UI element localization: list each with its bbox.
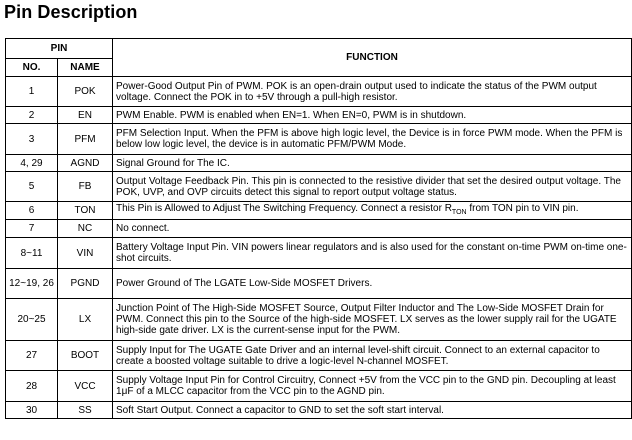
pin-number: 5 [6,172,58,202]
table-row [6,124,632,155]
pin-number: 7 [6,220,58,238]
pin-function: No connect. [113,220,632,238]
header-no: NO. [6,59,58,77]
header-name: NAME [58,59,113,77]
pin-number: 2 [6,107,58,124]
table-row [6,202,632,220]
table-row [6,107,632,124]
page-title: Pin Description [4,2,138,22]
pin-number: 30 [6,402,58,419]
pin-number: 4, 29 [6,155,58,172]
table-row [6,299,632,341]
table-row [6,172,632,202]
pin-name: POK [58,77,113,107]
header-pin-group: PIN [6,39,113,59]
table-row [6,155,632,172]
pin-function-text: This Pin is Allowed to Adjust The Switching Frequency. Connect a resistor R [116,203,452,214]
pin-function: Junction Point of The High-Side MOSFET Source, Output Filter Inductor and The Low-Side MOSFET Drain for PWM. Connect this pin to the Source of the high-side MOSFET. LX serves as the lower supply rail for the UGATE high-side gate driver. LX is the current-sense input for the PWM. [113,299,632,341]
pin-function-text: from TON pin to VIN pin. [466,203,579,214]
table-row [6,220,632,238]
pin-function: Power-Good Output Pin of PWM. POK is an open-drain output used to indicate the status of the PWM output voltage. Connect the POK in to +5V through a pull-high resistor. [113,77,632,107]
pin-name: LX [58,299,113,341]
pin-name: VIN [58,238,113,269]
table-row [6,402,632,419]
pin-description-table [5,38,632,419]
table-row [6,341,632,371]
pin-function: Power Ground of The LGATE Low-Side MOSFET Drivers. [113,269,632,299]
pin-function: Supply Input for The UGATE Gate Driver and an internal level-shift circuit. Connect to an external capacitor to create a boosted voltage suitable to drive a logic-level N-channel MOSFET. [113,341,632,371]
pin-name: VCC [58,371,113,402]
pin-name: NC [58,220,113,238]
pin-name: PFM [58,124,113,155]
pin-name: SS [58,402,113,419]
pin-number: 27 [6,341,58,371]
pin-function: PFM Selection Input. When the PFM is above high logic level, the Device is in force PWM mode. When the PFM is below low logic level, the device is in automatic PFM/PWM Mode. [113,124,632,155]
pin-number: 1 [6,77,58,107]
pin-number: 6 [6,202,58,220]
pin-name: EN [58,107,113,124]
pin-number: 28 [6,371,58,402]
pin-name: AGND [58,155,113,172]
table-row [6,371,632,402]
pin-function: Battery Voltage Input Pin. VIN powers linear regulators and is also used for the constant on-time PWM on-time one-shot circuits. [113,238,632,269]
pin-function: PWM Enable. PWM is enabled when EN=1. When EN=0, PWM is in shutdown. [113,107,632,124]
pin-number: 3 [6,124,58,155]
pin-number: 8~11 [6,238,58,269]
rton-subscript: TON [451,209,467,216]
pin-name: FB [58,172,113,202]
table-row [6,238,632,269]
pin-name: PGND [58,269,113,299]
pin-name: TON [58,202,113,220]
header-function: FUNCTION [113,39,632,77]
pin-function: Output Voltage Feedback Pin. This pin is connected to the resistive divider that set the desired output voltage. The POK, UVP, and OVP circuits detect this signal to report output voltage status. [113,172,632,202]
pin-function: Soft Start Output. Connect a capacitor to GND to set the soft start interval. [113,402,632,419]
pin-function: Signal Ground for The IC. [113,155,632,172]
pin-function [113,202,632,220]
pin-number: 12~19, 26 [6,269,58,299]
table-row [6,269,632,299]
pin-name: BOOT [58,341,113,371]
table-row [6,77,632,107]
pin-function: Supply Voltage Input Pin for Control Circuitry, Connect +5V from the VCC pin to the GND pin. Decoupling at least 1μF of a MLCC capacitor from the VCC pin to the AGND pin. [113,371,632,402]
pin-number: 20~25 [6,299,58,341]
